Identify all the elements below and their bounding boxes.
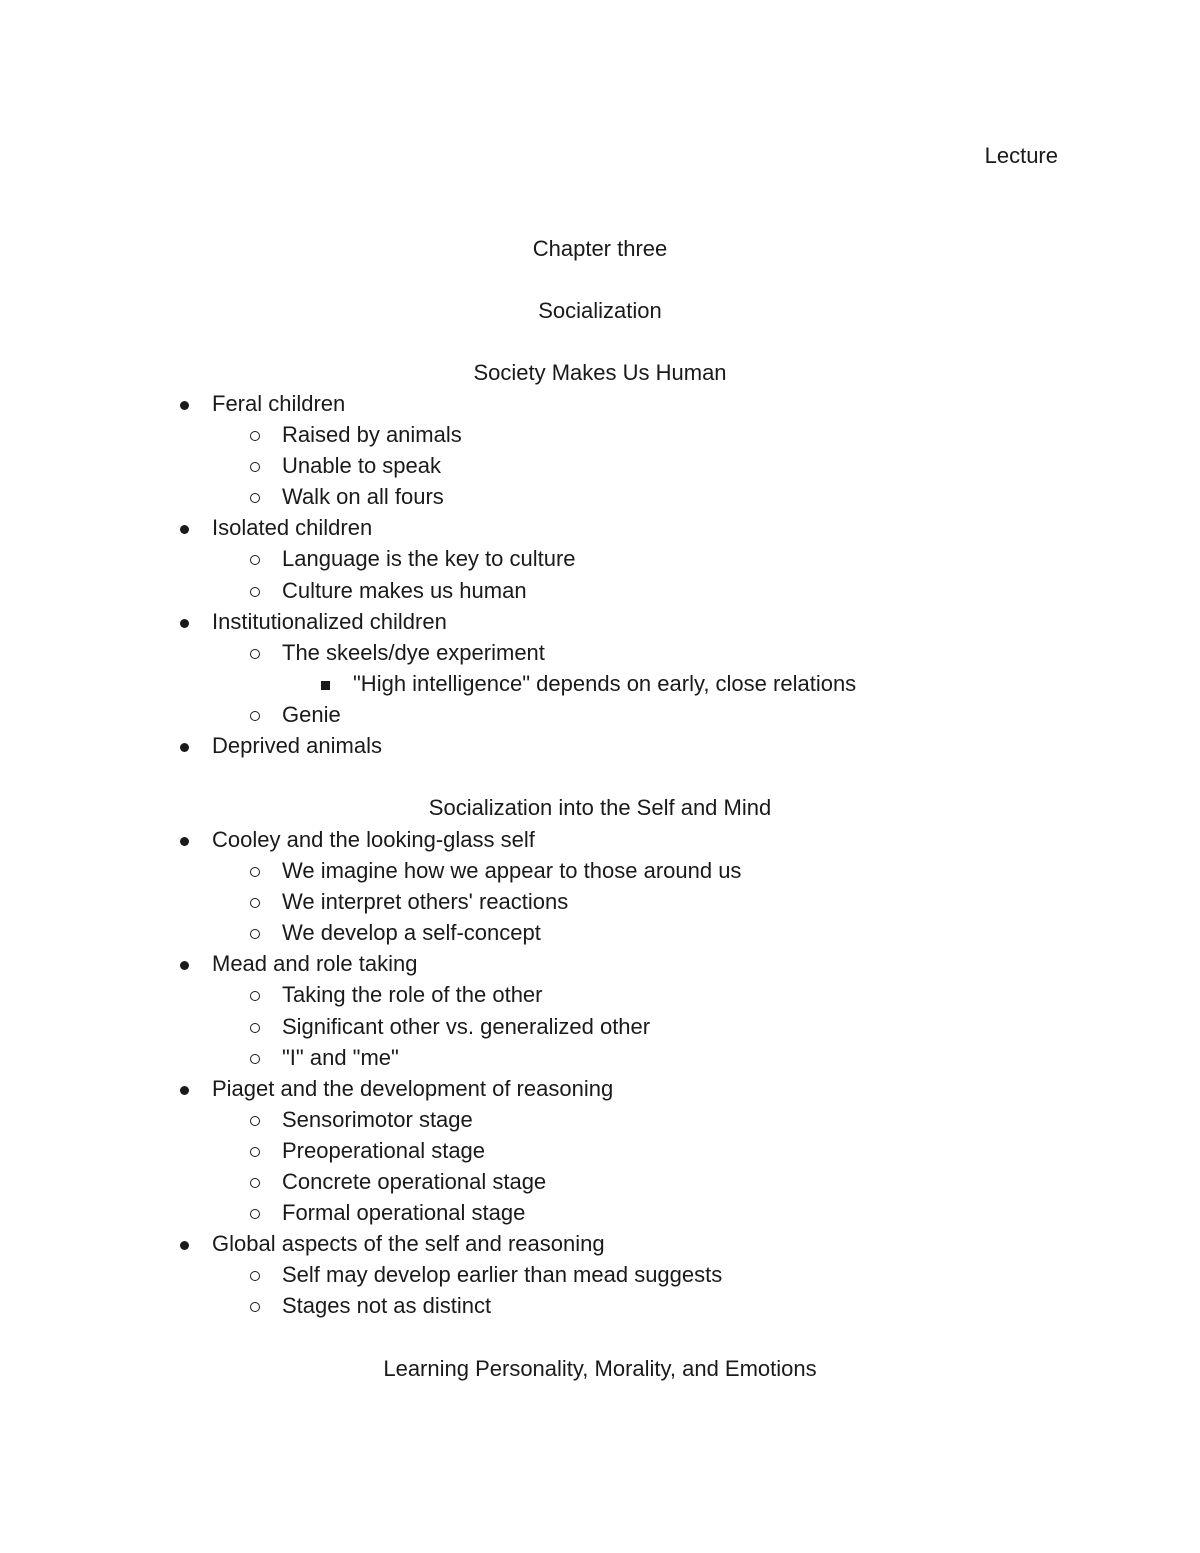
list-item (0, 1292, 1200, 1323)
section-heading: Socialization into the Self and Mind (428, 795, 772, 820)
list-item (0, 390, 1200, 421)
list-item-text: Feral children (212, 391, 346, 416)
bullet-circle-icon (245, 857, 265, 885)
list-item-text: We imagine how we appear to those around us (282, 858, 742, 884)
list-item (0, 545, 1200, 576)
list-item (0, 421, 1200, 452)
list-item (0, 1261, 1200, 1292)
list-item-text: Unable to speak (282, 453, 441, 479)
bullet-circle-icon (245, 981, 265, 1009)
list-item-text: Isolated children (212, 515, 373, 541)
list-item-text: Taking the role of the other (282, 982, 543, 1008)
list-item-text: Culture makes us human (282, 577, 527, 603)
list-item (0, 1199, 1200, 1230)
list-item (0, 826, 1200, 857)
bullet-dot-icon (174, 732, 194, 760)
list-item (0, 732, 1200, 763)
list-item (0, 1137, 1200, 1168)
list-item-text: Piaget and the development of reasoning (212, 1075, 614, 1101)
bullet-square-icon (315, 670, 335, 698)
list-item-text: Self may develop earlier than mead suggests (282, 1262, 723, 1288)
list-item (0, 701, 1200, 732)
bullet-dot-icon (174, 608, 194, 636)
bullet-circle-icon (245, 1261, 265, 1289)
document-title: Socialization (538, 298, 662, 323)
list-item-text: Preoperational stage (282, 1137, 486, 1163)
bullet-circle-icon (245, 888, 265, 916)
bullet-circle-icon (245, 1199, 265, 1227)
chapter-heading: Chapter three (532, 236, 668, 261)
list-item-text: Institutionalized children (212, 608, 447, 634)
list-item (0, 1230, 1200, 1261)
list-item-text: Global aspects of the self and reasoning (212, 1231, 605, 1257)
list-item-text: Walk on all fours (282, 484, 444, 510)
list-item-text: Sensorimotor stage (282, 1106, 473, 1132)
bullet-circle-icon (245, 452, 265, 480)
bullet-circle-icon (245, 421, 265, 449)
list-item (0, 639, 1200, 670)
list-item (0, 1044, 1200, 1075)
bullet-circle-icon (245, 1137, 265, 1165)
list-item (0, 1168, 1200, 1199)
list-item (0, 608, 1200, 639)
lecture-label: Lecture (984, 143, 1058, 168)
bullet-dot-icon (174, 826, 194, 854)
list-item-text: Cooley and the looking-glass self (212, 827, 535, 852)
list-item (0, 1075, 1200, 1106)
bullet-circle-icon (245, 1044, 265, 1072)
list-item-text: Mead and role taking (212, 951, 418, 977)
section-heading: Learning Personality, Morality, and Emotions (383, 1356, 817, 1381)
bullet-circle-icon (245, 701, 265, 729)
list-item-text: Language is the key to culture (282, 546, 576, 572)
list-item-text: Concrete operational stage (282, 1169, 547, 1195)
list-item-text: Deprived animals (212, 733, 382, 759)
bullet-circle-icon (245, 1106, 265, 1134)
bullet-circle-icon (245, 639, 265, 667)
list-item-text: Stages not as distinct (282, 1293, 492, 1319)
list-item-text: We develop a self-concept (282, 920, 541, 946)
list-item (0, 514, 1200, 545)
bullet-list (0, 826, 1200, 1324)
bullet-circle-icon (245, 1168, 265, 1196)
list-item-text: "I" and "me" (282, 1044, 399, 1070)
bullet-dot-icon (174, 1075, 194, 1103)
list-item (0, 452, 1200, 483)
bullet-list (0, 390, 1200, 763)
bullet-circle-icon (245, 483, 265, 511)
bullet-dot-icon (174, 1230, 194, 1258)
bullet-circle-icon (245, 1292, 265, 1320)
list-item (0, 981, 1200, 1012)
list-item-text: "High intelligence" depends on early, close relations (353, 670, 857, 696)
list-item (0, 888, 1200, 919)
list-item-text: Formal operational stage (282, 1200, 526, 1226)
list-item (0, 1013, 1200, 1044)
list-item-text: Genie (282, 701, 341, 727)
bullet-circle-icon (245, 919, 265, 947)
bullet-circle-icon (245, 577, 265, 605)
list-item (0, 950, 1200, 981)
list-item (0, 1106, 1200, 1137)
list-item (0, 577, 1200, 608)
list-item-text: We interpret others' reactions (282, 889, 569, 915)
list-item-text: Raised by animals (282, 422, 462, 448)
list-item (0, 857, 1200, 888)
bullet-circle-icon (245, 1013, 265, 1041)
bullet-circle-icon (245, 545, 265, 573)
list-item (0, 670, 1200, 701)
list-item (0, 919, 1200, 950)
list-item-text: The skeels/dye experiment (282, 639, 545, 665)
bullet-dot-icon (174, 514, 194, 542)
section-heading: Society Makes Us Human (473, 360, 727, 385)
bullet-dot-icon (174, 390, 194, 418)
bullet-dot-icon (174, 950, 194, 978)
list-item-text: Significant other vs. generalized other (282, 1013, 651, 1039)
list-item (0, 483, 1200, 514)
